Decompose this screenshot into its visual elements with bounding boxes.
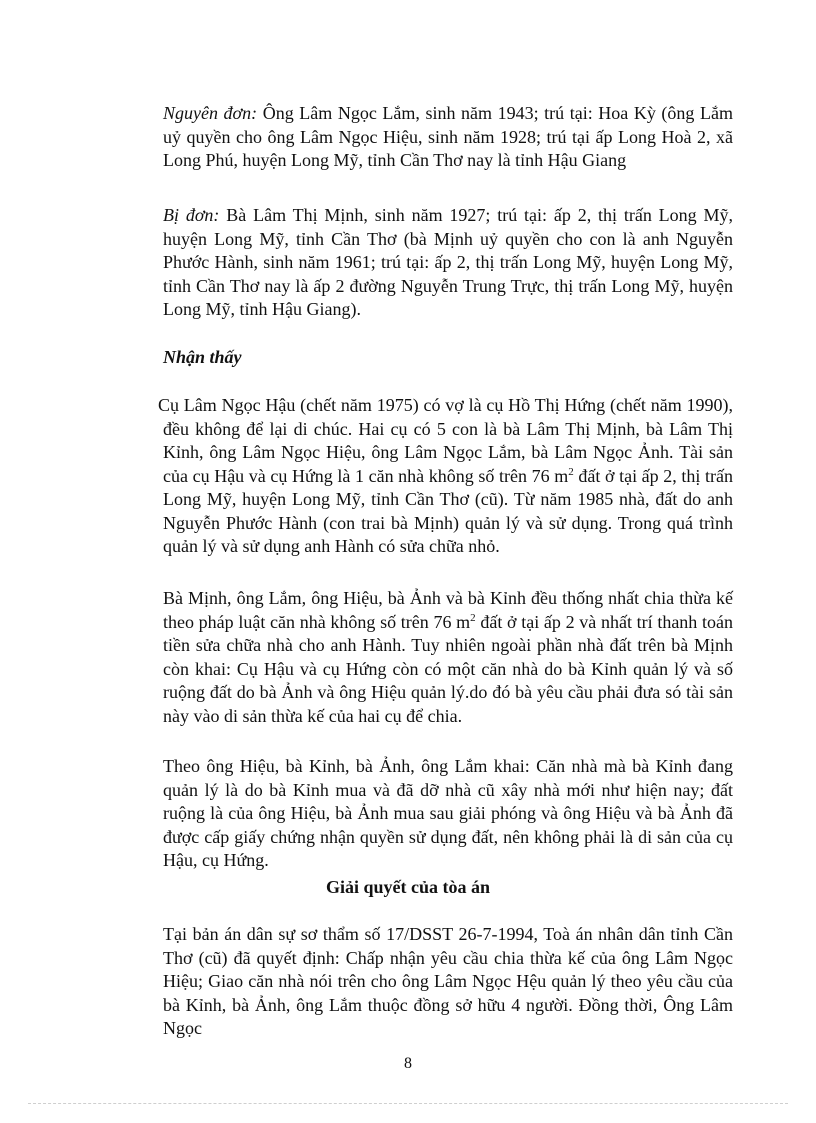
defendant-text: Bà Lâm Thị Mịnh, sinh năm 1927; trú tại: ấp 2, thị trấn Long Mỹ, huyện Long Mỹ, tỉnh Cần Thơ (bà Mịnh uỷ quyền cho con là anh Nguyễn Phước Hành, sinh năm 1961; trú tại: ấp 2, thị trấn Long Mỹ, huyện Long Mỹ, tỉnh Cần Thơ nay là ấp 2 đường Nguyễn Trung Trực, thị trấn Long Mỹ, huyện Long Mỹ, tỉnh Hậu Giang).	[163, 205, 733, 319]
para1-text-a: Cụ Lâm Ngọc Hậu (chết năm 1975) có vợ là cụ Hồ Thị Hứng (chết năm 1990), đều không để lại di chúc. Hai cụ có 5 con là bà Lâm Thị Mịnh, bà Lâm Thị Kỉnh, ông Lâm Ngọc Hiệu, ông Lâm Ngọc Lắm, bà Lâm Ngọc Ảnh. Tài sản của cụ Hậu và cụ Hứng là 1 căn nhà không số trên 76 m	[158, 395, 733, 486]
para2-text-a: Bà Mịnh, ông Lắm, ông Hiệu, bà Ảnh và bà Kỉnh đều thống nhất chia thừa kế theo pháp luật căn nhà không số trên 76 m	[163, 588, 733, 632]
page-bottom-rule	[28, 1103, 788, 1104]
para2-text-b: đất ở tại ấp 2 và nhất trí thanh toán tiền sửa chữa nhà cho anh Hành. Tuy nhiên ngoài phần nhà đất trên bà Mịnh còn khai: Cụ Hậu và cụ Hứng còn có một căn nhà do bà Kỉnh quản lý và số ruộng đất do bà Ảnh và ông Hiệu quản lý.do đó bà yêu cầu phải đưa só tài sản này vào di sản thừa kế của hai cụ để chia.	[163, 611, 733, 726]
plaintiff-label: Nguyên đơn:	[163, 103, 258, 123]
resolution-paragraph: Tại bản án dân sự sơ thẩm số 17/DSST 26-7-1994, Toà án nhân dân tỉnh Cần Thơ (cũ) đã quyết định: Chấp nhận yêu cầu chia thừa kế của ông Lâm Ngọc Hiệu; Giao căn nhà nói trên cho ông Lâm Ngọc Hệu quản lý theo yêu cầu của bà Kỉnh, bà Ảnh, ông Lắm thuộc đồng sở hữu 4 người. Đồng thời, Ông Lâm Ngọc	[163, 924, 733, 1038]
findings-heading: Nhận thấy	[163, 347, 242, 367]
defendant-label: Bị đơn:	[163, 205, 220, 225]
plaintiff-text: Ông Lâm Ngọc Lắm, sinh năm 1943; trú tại: Hoa Kỳ (ông Lắm uỷ quyền cho ông Lâm Ngọc Hiệu, sinh năm 1928; trú tại ấp Long Hoà 2, xã Long Phú, huyện Long Mỹ, tỉnh Cần Thơ nay là tỉnh Hậu Giang	[163, 103, 733, 170]
resolution-heading: Giải quyết của tòa án	[325, 877, 490, 897]
defendant-paragraph	[163, 204, 733, 322]
plaintiff-paragraph	[163, 102, 733, 173]
page-number: 8	[404, 1055, 412, 1072]
findings-paragraph-1	[158, 394, 734, 559]
para1-text-b: đất ở tại ấp 2, thị trấn Long Mỹ, huyện Long Mỹ, tỉnh Cần Thơ (cũ). Từ năm 1985 nhà, đất do anh Nguyễn Phước Hành (con trai bà Mịnh) quản lý và sử dụng. Trong quá trình quản lý và sử dụng anh Hành có sửa chữa nhỏ.	[163, 465, 734, 556]
findings-paragraph-2	[163, 587, 733, 728]
para1-superscript: 2	[568, 465, 574, 478]
para2-superscript: 2	[470, 611, 476, 624]
findings-paragraph-3: Theo ông Hiệu, bà Kỉnh, bà Ảnh, ông Lắm khai: Căn nhà mà bà Kỉnh đang quản lý là do bà Kỉnh mua và đã dỡ nhà cũ xây nhà mới như hiện nay; đất ruộng là của ông Hiệu, bà Ảnh mua sau giải phóng và ông Hiệu và bà Ảnh đã được cấp giấy chứng nhận quyền sử dụng đất, nên không phải là di sản của cụ Hậu, cụ Hứng.	[163, 756, 733, 870]
